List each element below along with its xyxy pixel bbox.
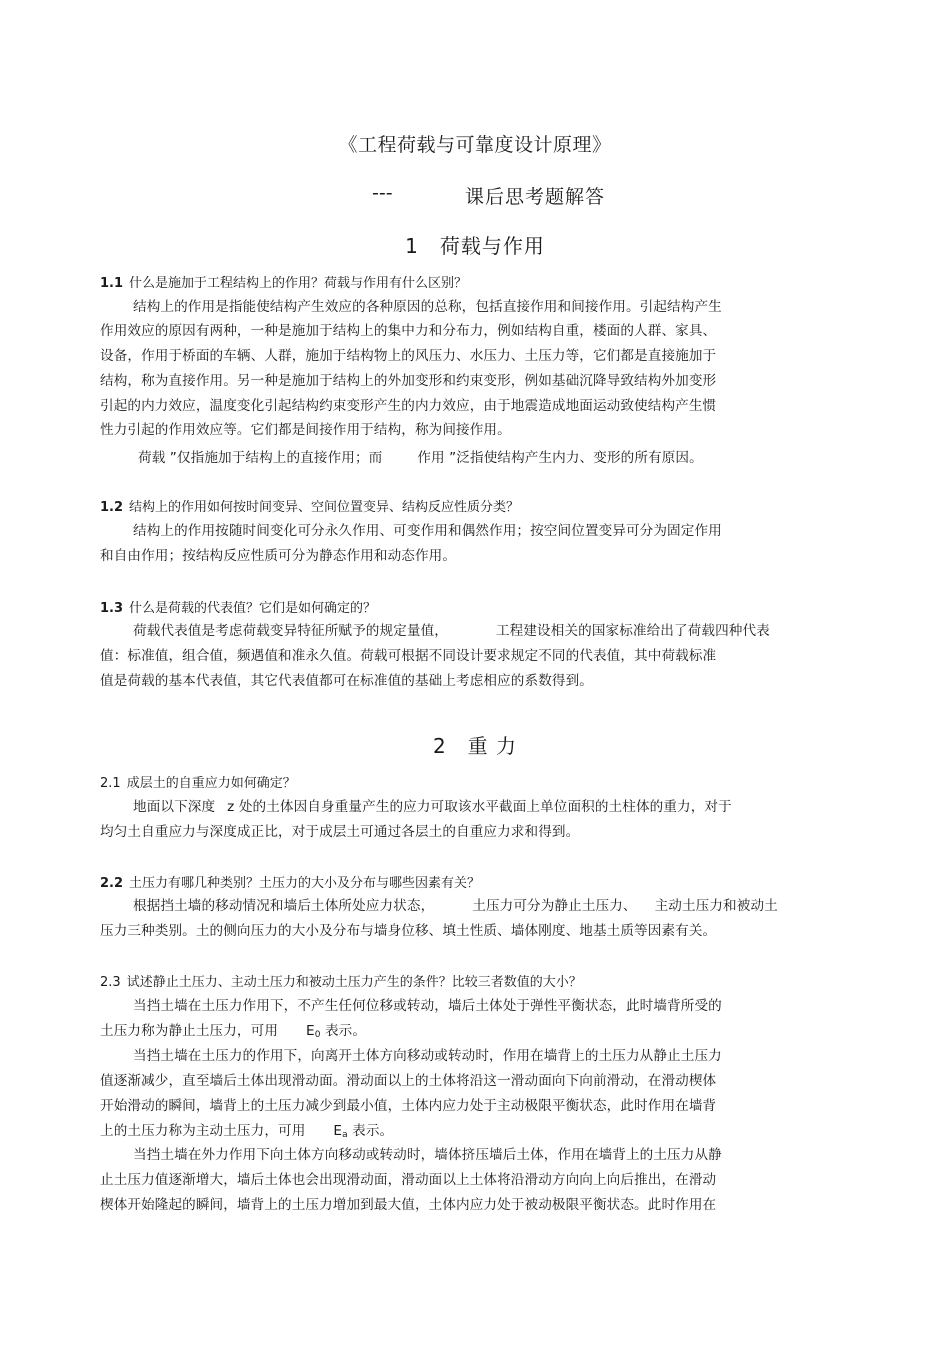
paragraph-line: 开始滑动的瞬间，墙背上的土压力减少到最小值，土体内应力处于主动极限平衡状态，此时作用在墙背 <box>100 1098 717 1114</box>
question-2-1 <box>100 772 296 791</box>
question-1-3 <box>100 597 376 616</box>
paragraph-line: 设备，作用于桥面的车辆、人群，施加于结构物上的风压力、水压力、土压力等，它们都是直接施加于 <box>100 348 717 364</box>
question-text: 结构上的作用如何按时间变异、空间位置变异、结构反应性质分类？ <box>129 500 520 515</box>
text-segment: 土压力称为静止土压力，可用 <box>100 1023 279 1039</box>
paragraph-line <box>100 1019 366 1040</box>
text-segment: 主动土压力和被动土 <box>654 898 778 914</box>
paragraph-line: 压力三种类别。土的侧向压力的大小及分布与墙身位移、填土性质、墙体刚度、地基土质等因素有关。 <box>100 923 717 939</box>
question-1-1 <box>100 272 467 291</box>
subtitle-text: 课后思考题解答 <box>465 186 606 208</box>
paragraph-line: 止土压力值逐渐增大，墙后土体也会出现滑动面，滑动面以上土体将沿滑动方向向上向后推出，在滑动 <box>100 1172 717 1188</box>
text-segment: 土压力可分为静止土压力、 <box>472 898 637 914</box>
text-segment: 荷载 ”仅指施加于结构上的直接作用；而 <box>138 450 383 466</box>
text-segment: 地面以下深度 <box>133 799 216 815</box>
paragraph-line: 结构，称为直接作用。另一种是施加于结构上的外加变形和约束变形，例如基础沉降导致结构外加变形 <box>100 373 717 389</box>
text-segment: 上的土压力称为主动土压力，可用 <box>100 1123 306 1139</box>
paragraph-line: 当挡土墙在外力作用下向土体方向移动或转动时，墙体挤压墙后土体，作用在墙背上的土压力从静 <box>133 1147 722 1163</box>
paragraph-line: 结构上的作用按随时间变化可分永久作用、可变作用和偶然作用；按空间位置变异可分为固定作用 <box>133 523 722 539</box>
text-segment: 根据挡土墙的移动情况和墙后土体所处应力状态， <box>133 898 435 914</box>
paragraph-line <box>138 446 703 466</box>
question-number: 1.2 <box>100 500 124 515</box>
question-number: 2.2 <box>100 876 124 891</box>
question-number: 2.3 <box>100 975 121 990</box>
text-segment: 表示。 <box>320 1023 367 1039</box>
text-segment: 作用 ”泛指使结构产生内力、变形的所有原因。 <box>417 450 703 466</box>
paragraph-line: 当挡土墙在土压力作用下，不产生任何位移或转动，墙后土体处于弹性平衡状态，此时墙背所受的 <box>133 998 722 1014</box>
paragraph-line: 和自由作用；按结构反应性质可分为静态作用和动态作用。 <box>100 548 457 564</box>
paragraph-line: 结构上的作用是指能使结构产生效应的各种原因的总称，包括直接作用和间接作用。引起结构产生 <box>133 299 722 315</box>
question-2-3 <box>100 971 582 990</box>
paragraph-line <box>100 1119 393 1140</box>
document-title: 《工程荷载与可靠度设计原理》 <box>338 134 612 156</box>
text-segment: z 处的土体因自身重量产生的应力可取该水平截面上单位面积的土柱体的重力，对于 <box>227 799 732 815</box>
question-number: 1.3 <box>100 601 124 616</box>
paragraph-line: 楔体开始隆起的瞬间，墙背上的土压力增加到最大值，土体内应力处于被动极限平衡状态。此时作用在 <box>100 1197 717 1213</box>
question-text: 试述静止土压力、主动土压力和被动土压力产生的条件？比较三者数值的大小？ <box>126 975 582 990</box>
symbol-e0: $E_0$ <box>306 1023 321 1040</box>
subtitle-dash: --- <box>372 182 393 204</box>
paragraph-line <box>133 795 732 815</box>
paragraph-line: 值是荷载的基本代表值，其它代表值都可在标准值的基础上考虑相应的系数得到。 <box>100 673 593 689</box>
question-number: 2.1 <box>100 776 121 791</box>
question-text: 成层土的自重应力如何确定？ <box>126 776 296 791</box>
question-text: 什么是施加于工程结构上的作用？荷载与作用有什么区别？ <box>129 276 468 291</box>
paragraph-line: 当挡土墙在土压力的作用下，向离开土体方向移动或转动时，作用在墙背上的土压力从静止土压力 <box>133 1048 722 1064</box>
section-heading-2: 2 重 力 <box>432 734 518 758</box>
text-segment: 表示。 <box>347 1123 394 1139</box>
paragraph-line <box>133 894 778 914</box>
paragraph-line: 作用效应的原因有两种，一种是施加于结构上的集中力和分布力，例如结构自重，楼面的人群、家具、 <box>100 323 717 339</box>
paragraph-line: 引起的内力效应，温度变化引起结构约束变形产生的内力效应，由于地震造成地面运动致使结构产生惯 <box>100 398 717 414</box>
question-number: 1.1 <box>100 276 124 291</box>
paragraph-line: 值逐渐减少，直至墙后土体出现滑动面。滑动面以上的土体将沿这一滑动面向下向前滑动，在滑动楔体 <box>100 1073 717 1089</box>
section-heading-1: 1 荷载与作用 <box>405 234 545 258</box>
question-1-2 <box>100 496 519 515</box>
paragraph-line: 性力引起的作用效应等。它们都是间接作用于结构，称为间接作用。 <box>100 422 511 438</box>
paragraph-line: 均匀土自重应力与深度成正比，对于成层土可通过各层土的自重应力求和得到。 <box>100 824 580 840</box>
text-segment: 荷载代表值是考虑荷载变异特征所赋予的规定量值， <box>133 623 448 639</box>
paragraph-line <box>133 619 770 639</box>
text-segment: 工程建设相关的国家标准给出了荷载四种代表 <box>495 623 770 639</box>
question-text: 土压力有哪几种类别？土压力的大小及分布与哪些因素有关？ <box>129 876 481 891</box>
question-2-2 <box>100 872 480 891</box>
question-text: 什么是荷载的代表值？它们是如何确定的？ <box>129 601 377 616</box>
paragraph-line: 值：标准值，组合值，频遇值和准永久值。荷载可根据不同设计要求规定不同的代表值，其中荷载标准 <box>100 648 717 664</box>
symbol-ea: $E_a$ <box>333 1123 348 1140</box>
